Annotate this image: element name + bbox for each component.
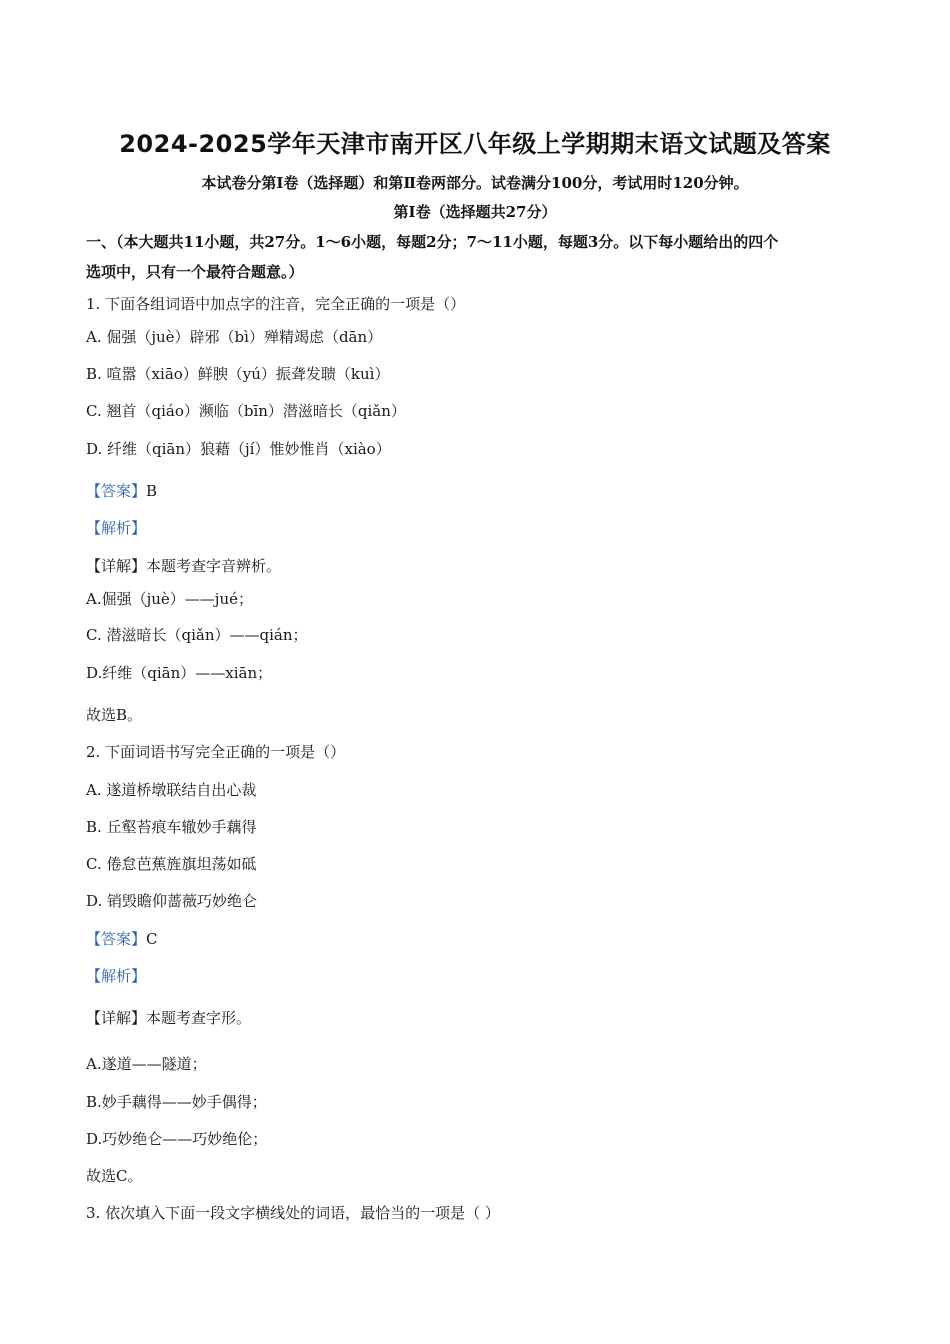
q1-stem: 1. 下面各组词语中加点字的注音，完全正确的一项是（） bbox=[86, 295, 466, 313]
answer-label: 【答案】 bbox=[86, 930, 147, 948]
answer-label: 【答案】 bbox=[86, 482, 147, 500]
q1-explanation-d: D.纤维（qiān）——xiān； bbox=[86, 664, 273, 682]
q1-detail: 【详解】本题考查字音辨析。 bbox=[86, 557, 282, 575]
q1-explanation-c: C. 潜滋暗长（qiǎn）——qián； bbox=[86, 626, 308, 644]
q1-option-c: C. 翘首（qiáo）濒临（bīn）潜滋暗长（qiǎn） bbox=[86, 402, 406, 420]
section-heading-line-2: 选项中，只有一个最符合题意。） bbox=[86, 263, 304, 281]
exam-intro: 本试卷分第Ⅰ卷（选择题）和第Ⅱ卷两部分。试卷满分100分，考试用时120分钟。 bbox=[201, 174, 749, 192]
page-title: 2024-2025学年天津市南开区八年级上学期期末语文试题及答案 bbox=[119, 130, 831, 158]
q2-explanation-a: A.遂道——隧道； bbox=[86, 1055, 207, 1073]
q1-option-b: B. 喧嚣（xiāo）鲜腴（yú）振聋发聩（kuì） bbox=[86, 365, 390, 383]
q2-option-c: C. 倦怠芭蕉旌旗坦荡如砥 bbox=[86, 855, 257, 873]
q1-conclusion: 故选B。 bbox=[86, 706, 143, 724]
q2-conclusion: 故选C。 bbox=[86, 1167, 143, 1185]
q1-explanation-a: A.倔强（juè）——jué； bbox=[86, 590, 253, 608]
q1-analysis-label: 【解析】 bbox=[86, 519, 147, 537]
part1-heading: 第Ⅰ卷（选择题共27分） bbox=[393, 203, 557, 221]
q1-option-a: A. 倔强（juè）辟邪（bì）殚精竭虑（dān） bbox=[86, 328, 383, 346]
q2-detail: 【详解】本题考查字形。 bbox=[86, 1009, 252, 1027]
q2-answer bbox=[86, 928, 158, 949]
q2-option-b: B. 丘壑苔痕车辙妙手藕得 bbox=[86, 818, 257, 836]
section-heading-line-1: 一、（本大题共11小题，共27分。1～6小题，每题2分；7～11小题，每题3分。以下每小题给出的四个 bbox=[86, 233, 779, 251]
q1-answer bbox=[86, 480, 157, 501]
q2-option-a: A. 遂道桥墩联结自出心裁 bbox=[86, 781, 257, 799]
q2-explanation-b: B.妙手藕得——妙手偶得； bbox=[86, 1093, 267, 1111]
q1-option-d: D. 纤维（qiān）狼藉（jí）惟妙惟肖（xiào） bbox=[86, 440, 391, 458]
answer-value: B bbox=[146, 482, 158, 500]
q2-stem: 2. 下面词语书写完全正确的一项是（） bbox=[86, 743, 346, 761]
q3-stem: 3. 依次填入下面一段文字横线处的词语，最恰当的一项是（ ） bbox=[86, 1204, 500, 1222]
q2-analysis-label: 【解析】 bbox=[86, 967, 147, 985]
answer-value: C bbox=[146, 930, 158, 948]
q2-explanation-d: D.巧妙绝仑——巧妙绝伦； bbox=[86, 1130, 268, 1148]
q2-option-d: D. 销毁瞻仰蔷薇巧妙绝仑 bbox=[86, 892, 258, 910]
